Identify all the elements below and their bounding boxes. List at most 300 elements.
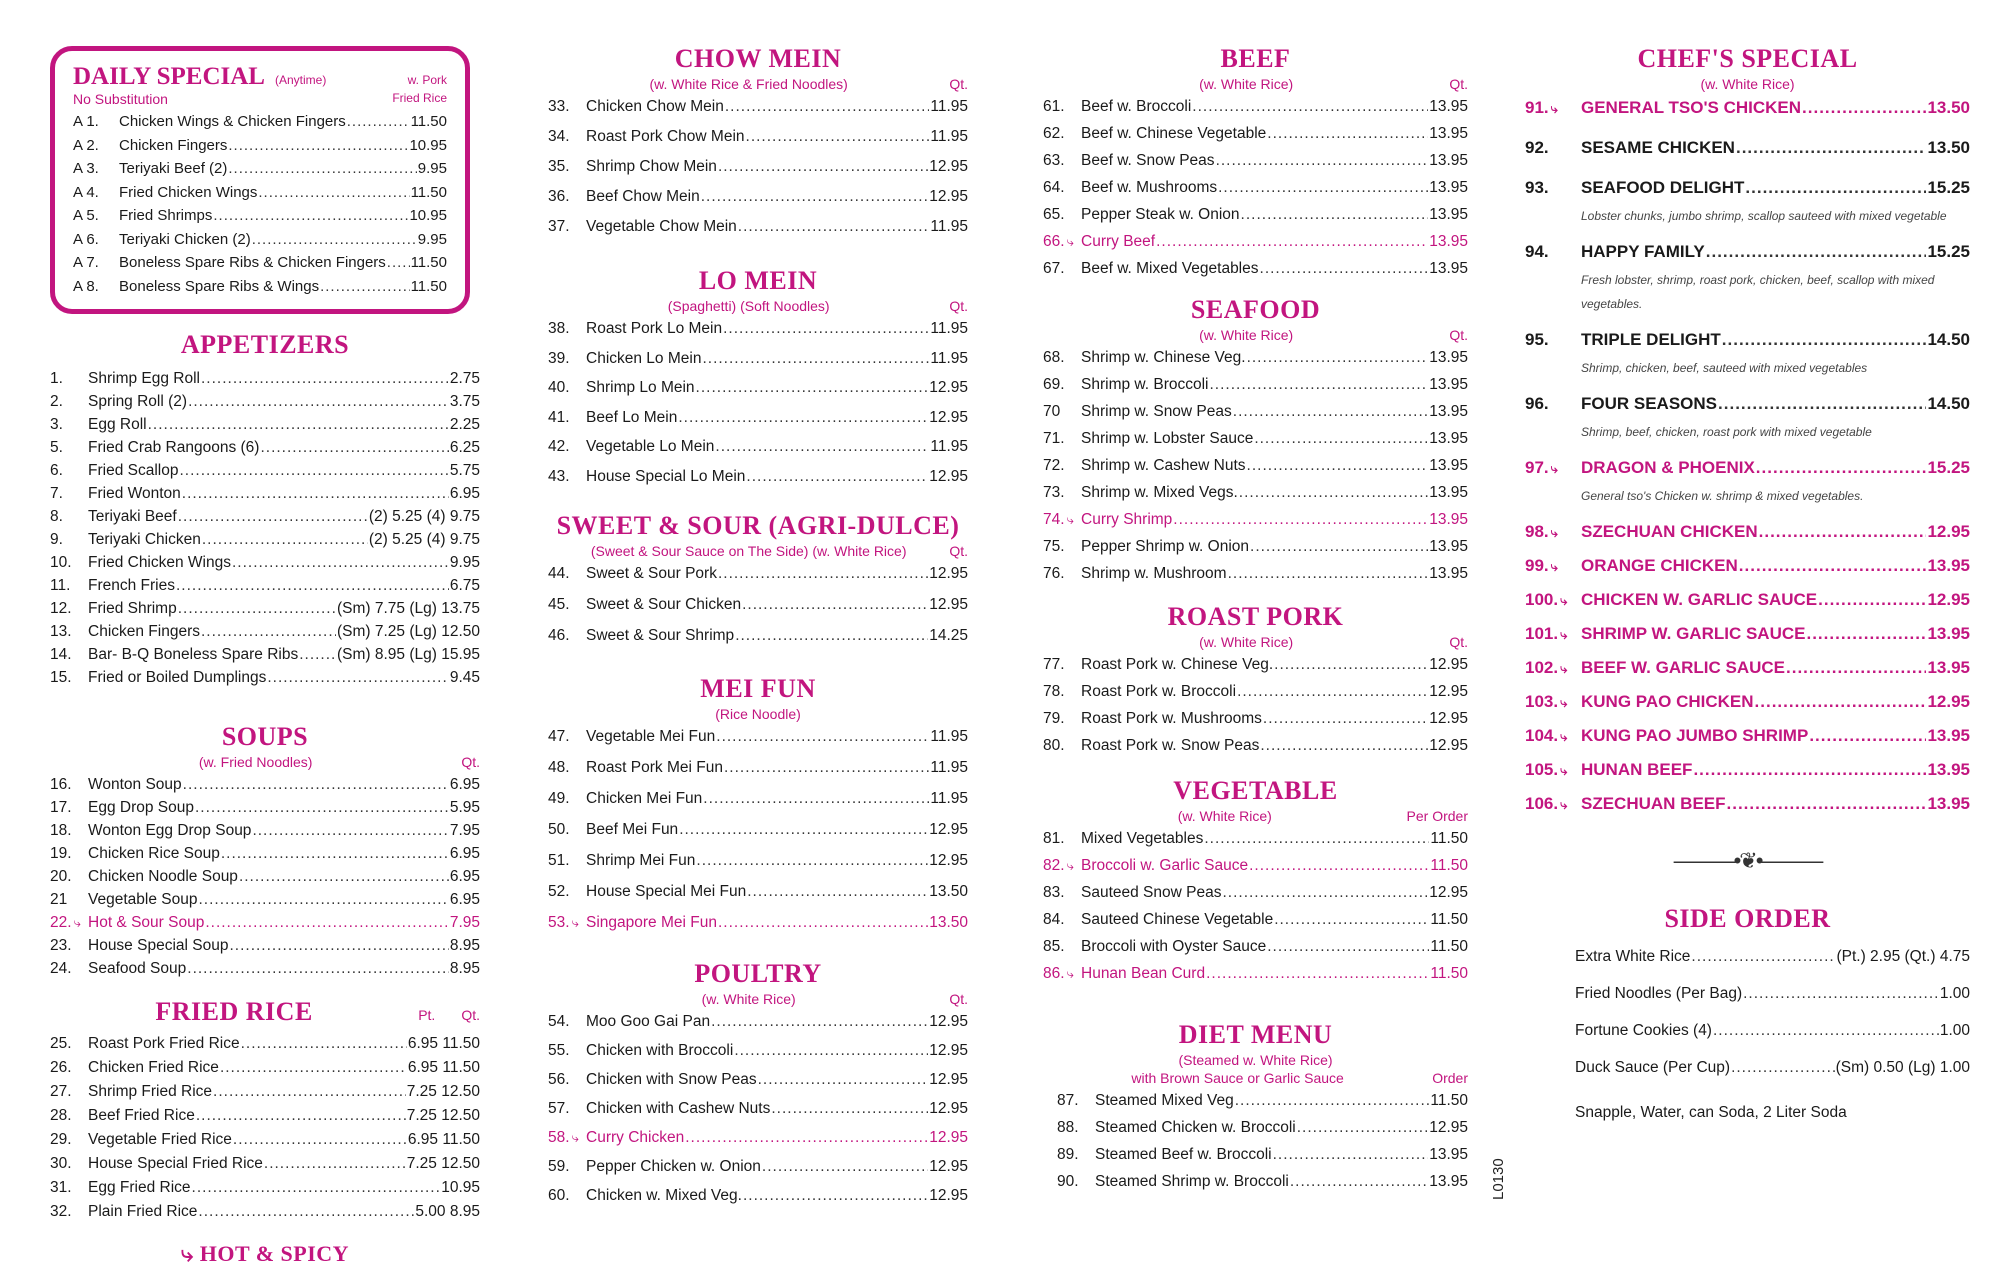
item-name: Shrimp w. Mushroom xyxy=(1081,565,1227,582)
chef-item-description: Shrimp, chicken, beef, sauteed with mixed vegetables xyxy=(1581,361,1868,375)
item-number: 39. xyxy=(548,349,570,367)
item-number: 34. xyxy=(548,128,570,145)
item-name: Roast Pork w. Snow Peas xyxy=(1081,737,1260,754)
item-number: 76. xyxy=(1043,565,1065,582)
item-number: 11. xyxy=(50,577,71,594)
item-number: 89. xyxy=(1057,1146,1079,1163)
dot-leader xyxy=(1228,565,1429,583)
menu-item xyxy=(548,218,968,248)
menu-item xyxy=(548,1129,968,1158)
item-number: 84. xyxy=(1043,911,1065,928)
dot-leader xyxy=(205,914,449,932)
item-name: Chicken Mei Fun xyxy=(586,790,703,807)
dot-leader xyxy=(178,600,336,618)
dot-leader xyxy=(198,891,448,909)
menu-item xyxy=(50,1203,480,1227)
item-number: 67. xyxy=(1043,260,1065,277)
item-number: 56. xyxy=(548,1071,570,1088)
hot-pepper-icon: ⤷ xyxy=(1560,797,1568,812)
dot-leader xyxy=(201,370,449,388)
poultry-sub: (w. White Rice) xyxy=(701,991,796,1007)
beef-title: BEEF xyxy=(1220,44,1291,73)
fried-rice-unit-pt: Pt. xyxy=(418,1007,436,1023)
item-price: (Sm) 7.25 (Lg) 12.50 xyxy=(336,623,480,640)
item-number: 29. xyxy=(50,1131,72,1148)
item-price: 9.95 xyxy=(417,230,447,248)
dot-leader xyxy=(387,254,410,271)
item-price: (Sm) 0.50 (Lg) 1.00 xyxy=(1835,1059,1970,1076)
item-number: 38. xyxy=(548,320,570,337)
dot-leader xyxy=(1249,857,1429,875)
item-name: Roast Pork w. Broccoli xyxy=(1081,683,1237,700)
menu-item xyxy=(548,409,968,439)
item-name: Chicken Fingers xyxy=(119,136,228,154)
chef-hot-item xyxy=(1525,760,1970,794)
item-name: SZECHUAN CHICKEN xyxy=(1581,522,1758,541)
item-price: 12.95 xyxy=(929,565,968,582)
chef-item xyxy=(1525,242,1970,316)
dot-leader xyxy=(734,1042,928,1060)
column-3 xyxy=(1043,44,1468,1200)
menu-item xyxy=(1043,511,1468,538)
dot-leader xyxy=(179,462,448,480)
item-number: 106. ⤷ xyxy=(1525,794,1568,813)
roast-pork-title: ROAST PORK xyxy=(1167,602,1344,631)
dot-leader xyxy=(213,1083,406,1101)
menu-item xyxy=(1525,138,1970,158)
menu-item xyxy=(1043,349,1468,376)
item-price: 6.95 xyxy=(449,485,480,502)
mei-fun-sub: (Rice Noodle) xyxy=(715,706,801,722)
item-price: 14.50 xyxy=(1927,330,1970,349)
item-name: Beef Mei Fun xyxy=(586,821,679,838)
mei-fun-title: MEI FUN xyxy=(700,674,816,703)
lo-mein-sub: (Spaghetti) (Soft Noodles) xyxy=(667,298,830,314)
item-price: 13.95 xyxy=(1429,376,1468,393)
item-name: Beef Chow Mein xyxy=(586,188,700,205)
item-price: 2.75 xyxy=(449,370,480,387)
menu-item xyxy=(1043,403,1468,430)
item-price: 6.25 xyxy=(449,439,480,456)
item-price: 1.00 xyxy=(1939,1022,1970,1039)
item-name: Hunan Bean Curd xyxy=(1081,965,1206,982)
menu-item xyxy=(1525,458,1970,478)
item-price: 13.95 xyxy=(1429,1173,1468,1190)
item-number: 32. xyxy=(50,1203,72,1220)
dot-leader xyxy=(176,577,449,595)
dot-leader xyxy=(746,468,928,486)
item-number: 5. xyxy=(50,439,63,456)
item-price: 13.50 xyxy=(1927,138,1970,157)
item-number: 12. xyxy=(50,600,72,617)
menu-item xyxy=(548,821,968,852)
dot-leader xyxy=(711,1013,928,1031)
menu-item xyxy=(1043,857,1468,884)
item-number: 7. xyxy=(50,485,63,502)
item-name: Steamed Beef w. Broccoli xyxy=(1095,1146,1272,1163)
item-name: Wonton Soup xyxy=(88,776,182,793)
vegetable-sub: (w. White Rice) xyxy=(1177,808,1272,824)
menu-item xyxy=(50,1131,480,1155)
item-number: 99. ⤷ xyxy=(1525,556,1558,575)
dot-leader xyxy=(742,596,928,614)
menu-item xyxy=(50,799,480,822)
menu-item xyxy=(73,184,447,208)
item-name: GENERAL TSO'S CHICKEN xyxy=(1581,98,1802,117)
chef-hot-item xyxy=(1525,658,1970,692)
item-name: Steamed Chicken w. Broccoli xyxy=(1095,1119,1296,1136)
item-name: Roast Pork w. Chinese Veg. xyxy=(1081,656,1274,673)
roast-pork-unit: Qt. xyxy=(1449,634,1468,650)
menu-item xyxy=(50,1035,480,1059)
item-name: Fried Wonton xyxy=(88,485,181,502)
hot-spicy-legend xyxy=(50,1241,480,1267)
item-price: 12.95 xyxy=(929,1187,968,1204)
item-name: Shrimp Egg Roll xyxy=(88,370,200,387)
item-name: Fried Chicken Wings xyxy=(119,183,258,201)
dot-leader xyxy=(1267,125,1428,143)
chefs-hot-list xyxy=(1525,522,1970,828)
dot-leader xyxy=(1755,692,1927,712)
item-name: Fried Shrimps xyxy=(119,207,213,224)
item-price: 12.95 xyxy=(929,379,968,396)
menu-item xyxy=(50,646,480,669)
hot-pepper-icon: ⤷ xyxy=(1550,461,1558,476)
menu-code: L0130 xyxy=(1490,1158,1507,1200)
item-price: 10.95 xyxy=(409,207,447,224)
item-number: 28. xyxy=(50,1107,72,1124)
item-price: 12.95 xyxy=(929,852,968,869)
fried-rice-title: FRIED RICE xyxy=(155,997,313,1026)
item-number: 95. xyxy=(1525,330,1549,349)
dot-leader xyxy=(1216,152,1429,170)
dot-leader xyxy=(252,231,417,248)
item-number: 23. xyxy=(50,937,72,954)
dot-leader xyxy=(735,627,928,645)
dot-leader xyxy=(196,1107,406,1125)
dot-leader xyxy=(703,790,929,808)
item-price: 13.95 xyxy=(1429,484,1468,501)
item-price: 11.50 xyxy=(1430,857,1468,874)
chef-item-description: Lobster chunks, jumbo shrimp, scallop sauteed with mixed vegetable xyxy=(1581,209,1947,223)
daily-special-anytime: (Anytime) xyxy=(274,73,327,87)
menu-item xyxy=(1525,394,1970,414)
menu-item xyxy=(73,207,447,231)
menu-item xyxy=(548,565,968,596)
item-number: 41. xyxy=(548,408,570,426)
hot-pepper-icon: ⤷ xyxy=(571,915,579,930)
dot-leader xyxy=(252,822,448,840)
menu-item xyxy=(1043,98,1468,125)
item-name: Boneless Spare Ribs & Chicken Fingers xyxy=(119,254,386,271)
item-number: 85. xyxy=(1043,938,1065,955)
item-number: 73. xyxy=(1043,484,1065,501)
appetizers-list xyxy=(50,370,480,692)
dot-leader xyxy=(762,1158,928,1176)
dot-leader xyxy=(1241,206,1429,224)
dot-leader xyxy=(1254,430,1428,448)
item-name: FOUR SEASONS xyxy=(1581,394,1718,413)
item-price: 11.50 xyxy=(1430,965,1468,982)
item-number: 16. xyxy=(50,776,72,793)
item-name: Teriyaki Beef xyxy=(88,508,177,525)
menu-item xyxy=(50,669,480,692)
item-number: 30. xyxy=(50,1155,72,1172)
item-number: 50. xyxy=(548,821,570,838)
item-name: KUNG PAO CHICKEN xyxy=(1581,692,1754,711)
dot-leader xyxy=(1786,658,1926,678)
item-number: 18. xyxy=(50,822,72,839)
dot-leader xyxy=(1260,260,1429,278)
hot-pepper-icon: ⤷ xyxy=(1066,858,1074,873)
item-price: 13.50 xyxy=(1927,98,1970,117)
item-price: 6.95 11.50 xyxy=(407,1131,480,1148)
dot-leader xyxy=(1250,538,1428,556)
item-price: 12.95 xyxy=(1429,710,1468,727)
chef-item xyxy=(1525,330,1970,380)
menu-item xyxy=(50,868,480,891)
dot-leader xyxy=(201,623,336,641)
item-name: SEAFOOD DELIGHT xyxy=(1581,178,1745,197)
item-name: Roast Pork Lo Mein xyxy=(586,320,723,337)
item-price: 11.95 xyxy=(930,790,968,807)
lo-mein-title: LO MEIN xyxy=(698,266,818,295)
dot-leader xyxy=(718,565,928,583)
hot-pepper-icon: ⤷ xyxy=(1560,729,1568,744)
item-number: 25. xyxy=(50,1035,72,1052)
item-price: 14.25 xyxy=(929,627,968,644)
item-price: 13.95 xyxy=(1429,430,1468,447)
item-name: Pepper Steak w. Onion xyxy=(1081,206,1240,223)
item-number: 61. xyxy=(1043,98,1065,115)
dot-leader xyxy=(1745,178,1926,198)
side-order-item xyxy=(1575,985,1970,1022)
item-number: 3. xyxy=(50,416,63,433)
dot-leader xyxy=(1806,624,1926,644)
item-price: 5.00 8.95 xyxy=(415,1203,480,1220)
item-number: A 8. xyxy=(73,277,99,295)
dot-leader xyxy=(702,350,929,368)
item-number: 10. xyxy=(50,554,72,571)
item-name: Teriyaki Beef (2) xyxy=(119,160,228,177)
item-number: 68. xyxy=(1043,349,1065,366)
item-number: 81. xyxy=(1043,830,1065,847)
sweet-sour-list xyxy=(548,565,968,658)
menu-item xyxy=(73,113,447,137)
dot-leader xyxy=(192,1179,441,1197)
item-number: 2. xyxy=(50,393,63,410)
item-number: 13. xyxy=(50,623,72,640)
chef-hot-item xyxy=(1525,692,1970,726)
dot-leader xyxy=(716,728,929,746)
item-price: 12.95 xyxy=(1429,683,1468,700)
item-name: Moo Goo Gai Pan xyxy=(586,1013,711,1030)
menu-item xyxy=(50,1107,480,1131)
dot-leader xyxy=(299,646,336,664)
menu-item xyxy=(548,883,968,914)
item-name: Vegetable Soup xyxy=(88,891,198,908)
menu-item xyxy=(50,1179,480,1203)
item-price: 11.95 xyxy=(930,438,968,455)
item-number: 53. ⤷ xyxy=(548,914,579,931)
item-price: 7.95 xyxy=(449,822,480,839)
item-number: A 7. xyxy=(73,254,99,271)
item-name: SESAME CHICKEN xyxy=(1581,138,1735,157)
item-name: Sauteed Chinese Vegetable xyxy=(1081,911,1274,928)
menu-item xyxy=(50,891,480,914)
chef-item-description: Shrimp, beef, chicken, roast pork with mixed vegetable xyxy=(1581,425,1872,439)
dot-leader xyxy=(1233,403,1428,421)
side-order-item xyxy=(1575,1059,1970,1096)
dot-leader xyxy=(258,184,409,201)
item-name: Pepper Shrimp w. Onion xyxy=(1081,538,1250,555)
item-name: Extra White Rice xyxy=(1575,948,1691,965)
chefs-special-sub: (w. White Rice) xyxy=(1700,76,1795,92)
menu-item xyxy=(50,914,480,937)
menu-item xyxy=(548,98,968,128)
item-price: 11.95 xyxy=(930,759,968,776)
dot-leader xyxy=(241,1035,407,1053)
menu-item xyxy=(548,1158,968,1187)
menu-item xyxy=(73,160,447,184)
dot-leader xyxy=(1206,965,1429,983)
item-price: 8.95 xyxy=(449,960,480,977)
item-name: Duck Sauce (Per Cup) xyxy=(1575,1059,1731,1076)
item-number: 45. xyxy=(548,596,570,613)
menu-item xyxy=(548,158,968,188)
dot-leader xyxy=(758,1071,929,1089)
item-name: BEEF W. GARLIC SAUCE xyxy=(1581,658,1786,677)
item-number: 6. xyxy=(50,462,63,479)
menu-item xyxy=(50,1155,480,1179)
column-4 xyxy=(1525,44,1970,1122)
item-name: Sweet & Sour Chicken xyxy=(586,596,742,613)
item-name: House Special Lo Mein xyxy=(586,467,746,485)
daily-special-title: DAILY SPECIAL xyxy=(73,63,265,90)
side-drinks: Snapple, Water, can Soda, 2 Liter Soda xyxy=(1575,1104,1847,1121)
item-name: Vegetable Mei Fun xyxy=(586,728,716,745)
item-name: Shrimp w. Lobster Sauce xyxy=(1081,430,1254,447)
menu-item xyxy=(50,439,480,462)
item-price: 6.75 xyxy=(449,577,480,594)
item-number: 87. xyxy=(1057,1092,1079,1109)
dot-leader xyxy=(678,409,928,427)
item-price: 6.95 xyxy=(449,776,480,793)
hot-pepper-icon: ⤷ xyxy=(1560,695,1568,710)
soups-sub: (w. Fried Noodles) xyxy=(198,754,313,770)
item-number: 86. ⤷ xyxy=(1043,965,1074,982)
item-number: 105. ⤷ xyxy=(1525,760,1568,779)
item-name: Shrimp w. Snow Peas xyxy=(1081,403,1232,420)
vegetable-title: VEGETABLE xyxy=(1173,776,1338,805)
beef-list xyxy=(1043,98,1468,287)
item-price: 13.95 xyxy=(1927,794,1970,813)
item-number: 46. xyxy=(548,627,570,644)
menu-item xyxy=(73,137,447,161)
side-order-list xyxy=(1525,948,1970,1096)
roast-pork-sub: (w. White Rice) xyxy=(1199,634,1294,650)
lo-mein-unit: Qt. xyxy=(949,298,968,314)
item-price: 12.95 xyxy=(1429,737,1468,754)
item-number: 59. xyxy=(548,1158,570,1175)
menu-item xyxy=(1043,179,1468,206)
item-number: 102. ⤷ xyxy=(1525,658,1568,677)
seafood-list xyxy=(1043,349,1468,592)
item-name: Mixed Vegetables xyxy=(1081,830,1204,847)
dot-leader xyxy=(1739,556,1927,576)
menu-item xyxy=(50,1083,480,1107)
item-price: 11.95 xyxy=(930,128,968,145)
item-name: Chicken Lo Mein xyxy=(586,349,702,367)
hot-pepper-icon: ⤷ xyxy=(571,1130,579,1145)
poultry-list xyxy=(548,1013,968,1216)
item-price: 9.95 xyxy=(449,554,480,571)
menu-item xyxy=(548,188,968,218)
menu-item xyxy=(1043,565,1468,592)
sweet-sour-title: SWEET & SOUR (AGRI-DULCE) xyxy=(556,511,960,540)
item-name: Plain Fried Rice xyxy=(88,1203,198,1220)
item-price: 12.95 xyxy=(929,821,968,838)
item-name: Chicken with Broccoli xyxy=(586,1042,734,1059)
diet-list xyxy=(1043,1092,1468,1200)
item-name: Curry Shrimp xyxy=(1081,511,1173,528)
dot-leader xyxy=(724,759,929,777)
dot-leader xyxy=(696,852,928,870)
item-name: House Special Fried Rice xyxy=(88,1155,263,1172)
ornament-divider: ———•❦•——— xyxy=(1673,848,1822,873)
menu-item xyxy=(1525,178,1970,198)
item-price: 11.95 xyxy=(930,98,968,115)
menu-item xyxy=(1043,1146,1468,1173)
menu-item xyxy=(50,960,480,983)
item-number: 19. xyxy=(50,845,72,862)
chefs-special-list xyxy=(1525,98,1970,508)
item-number: 22. ⤷ xyxy=(50,914,81,931)
chef-item-description: General tso's Chicken w. shrimp & mixed vegetables. xyxy=(1581,489,1864,503)
dot-leader xyxy=(1222,884,1428,902)
item-number: 94. xyxy=(1525,242,1549,261)
item-price: 11.50 xyxy=(1430,830,1468,847)
dot-leader xyxy=(195,799,449,817)
menu-item xyxy=(50,776,480,799)
item-number: 83. xyxy=(1043,884,1065,901)
item-number: 1. xyxy=(50,370,63,387)
item-price: 13.95 xyxy=(1429,1146,1468,1163)
item-number: 24. xyxy=(50,960,72,977)
item-number: 58. ⤷ xyxy=(548,1129,579,1146)
menu-item xyxy=(50,937,480,960)
menu-item xyxy=(50,600,480,623)
item-price: 13.95 xyxy=(1927,556,1970,575)
dot-leader xyxy=(685,1129,928,1147)
item-number: 20. xyxy=(50,868,72,885)
dot-leader xyxy=(1273,1146,1429,1164)
item-name: Beef w. Mixed Vegetables xyxy=(1081,260,1259,277)
menu-item xyxy=(1043,233,1468,260)
item-name: Shrimp Fried Rice xyxy=(88,1083,213,1100)
item-price: 7.25 12.50 xyxy=(406,1155,480,1172)
item-number: 66. ⤷ xyxy=(1043,233,1074,250)
item-name: House Special Soup xyxy=(88,937,229,954)
item-name: Egg Fried Rice xyxy=(88,1179,191,1196)
item-name: TRIPLE DELIGHT xyxy=(1581,330,1721,349)
item-price: 10.95 xyxy=(409,136,447,154)
item-price: 11.50 xyxy=(410,183,447,201)
item-price: 1.00 xyxy=(1939,985,1970,1002)
item-name: Sweet & Sour Pork xyxy=(586,565,717,582)
item-price: 13.95 xyxy=(1429,457,1468,474)
item-number: 37. xyxy=(548,218,570,235)
